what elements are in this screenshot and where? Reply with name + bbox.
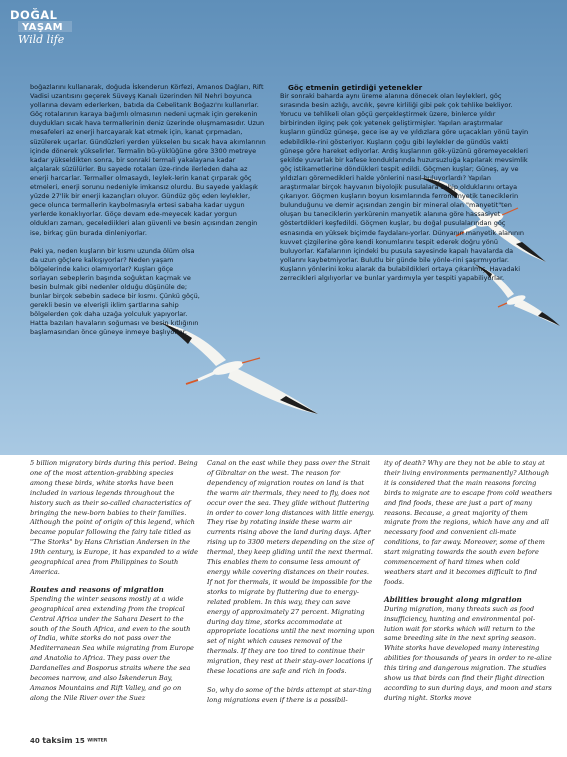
turkish-paragraph-2: Peki ya, neden kuşların bir kısmı uzunda ölüm olsa da uzun göçlere kalkışıyorlar? Neden yaşam bölgelerinde kalıcı olamıyorlar? Kuşları göçe sorlayan sebeplerin başında soğuktan kaçmak ve besin bulmak gibi nedenler olduğu düşünüle de; bunlar birçok sebebin sadece bir kısmı. Çünkü göçü, gerekli besin ve elverişli iklim şartlarına sahip bölgelerden çok daha uzağa yolculuk yapıyorlar. Hatta bazıları havaların soğuması ve besin kıtlığının başlamasından önce güneye inmeye başlıyorlar. <box>30 246 200 337</box>
logo-line-1: DOĞAL <box>10 8 58 22</box>
magazine-brand: taksim <box>42 736 73 745</box>
english-column-3 <box>384 459 552 704</box>
issue-label: WINTER <box>87 738 108 744</box>
page-footer <box>30 736 107 745</box>
english-col1-para-2: Spending the winter seasons mostly at a wide geographical area extending from the tropical Central Africa under the Sahara Desert to the south of the South Africa, and even to the south of India, white storks do not pass over the Mediterranean Sea while migrating from Europe and Anatolia to Africa. They pass over the Dardanelles and Bosporus straits where the sea becomes narrow, and also İskenderun Bay, Amanos Mountains and Rift Valley, and go on along the Nile River over the Suez <box>30 594 194 702</box>
english-col1-heading: Routes and reasons of migration <box>30 584 164 594</box>
english-column-1 <box>30 459 198 704</box>
turkish-paragraph-1: boğazlarını kullanarak, doğuda İskenderun Körfezi, Amanos Dağları, Rift Vadisi uzantısını geçerek Süveyş Kanalı üzerinden Nil Nehri boyunca yollarına devam ederlerken, batıda da Cebelitarık Boğazı'nı kullanırlar. Göç rotalarının karaya bağımlı olmasının nedeni uçmak için gerekenin duydukları sıcak hava termallerinin deniz üzerinde oluşmamasıdır. Uzun mesafeleri az enerji harcayarak kat etmek için, kanat çırpmadan, süzülerek uçarlar. Gündüzleri yerden yükselen bu sıcak hava akımlarının içinde dönerek yükselirler. Termalin bü-yüklüğüne göre 3300 metreye kadar yükseldikten sonra, bir sonraki termali yakalayana kadar alçalarak süzülürler. Bu sayede rotaları üze-rinde ilerleden daha az enerji harcarlar. Termaller olmasaydı, leylek-lerin kanat çırparak göç etmeleri, enerji sorunu nedeniyle imkansız olurdu. Bu sayede yaklaşık yüzde 27'lik bir enerji kazançları oluyor. Gündüz göç eden leylekler, gece olunca termallerin kaybolmasıyla ertesi sabaha kadar uygun yerlerde konaklıyorlar. Göçe devam ede-meyecek kadar yorgun oldukları zaman, gecelediikleri alan güvenli ve besin açısından zengin ise, birkaç gün burada dinleniyorlar. <box>30 83 266 237</box>
english-col3-para-2: During migration, many threats such as food insufficiency, hunting and environmental pol-lution wait for storks which will return to the same breeding site in the next spring season. White storks have developed many interesting abilities for thousands of years in order to re-alize this tiring and dangerous migration. The studies show us that birds can find their flight direction according to sun during days, and moon and stars during night. Storks move <box>384 604 552 702</box>
turkish-right-text <box>280 83 543 292</box>
issue-number: 15 <box>75 737 85 745</box>
logo-line-2: YAŞAM <box>22 22 63 33</box>
english-col3-para-1: ity of death? Why are they not be able to stay at their living environments permanently? Although it is considered that the main reasons forcing birds to migrate are to escape from cold weathers and find foods, these are just a part of many reasons. Because, a great majority of them migrate from the regions, which have any and all necessary food and convenient cli-mate conditions, to far away. Moreover, some of them start migrating towards the south even before commencement of hard times when cold weathers start and it becomes difficult to find foods. <box>384 459 552 586</box>
logo-line-3: Wild life <box>18 33 65 46</box>
english-col2-para-1: Canal on the east while they pass over the Strait of Gibraltar on the west. The reason for dependency of migration routes on land is that the warm air thermals, they need to fly, does not occur over the sea. They glide without fluttering in order to cover long distances with little energy. They rise by rotating inside these warm air currents rising above the land during days. After rising up to 3300 meters depending on the size of thermal, they keep gliding until the next thermal. This enables them to consume less amount of energy while covering distances on their routes. If not for thermals, it would be impossible for the storks to migrate by fluttering due to energy-related problem. In this way, they can save energy of approximately 27 percent. Migrating during day time, storks accommodate at appropriate locations until the next morning upon set of night which causes removal of the thermals. If they are too tired to continue their migration, they rest at their stay-over locations if these locations are safe and rich in foods. <box>207 459 375 676</box>
turkish-heading: Göç etmenin getirdiği yetenekler <box>288 83 423 92</box>
english-column-2 <box>207 459 375 706</box>
english-col1-para-1: 5 billion migratory birds during this period. Being one of the most attention-grabbing species among these birds, white storks have been included in various legends throughout the history such as their so-called characteristics of bringing the new-born babies to their families. Although the point of origin of this legend, which became popular following the fairy tale titled as "The Storks" by Hans Christian Andersen in the 19th century, is Europe, it has expanded to a wide geographical area from Philippines to South America. <box>30 459 198 576</box>
section-logo <box>8 6 76 50</box>
english-col2-para-2: So, why do some of the birds attempt at star-ting long migrations even if there is a possibil- <box>207 685 372 704</box>
english-col3-heading: Abilities brought along migration <box>384 594 522 604</box>
page-number: 40 <box>30 737 40 745</box>
turkish-right-paragraph: Bir sonraki baharda aynı üreme alanına dönecek olan leyleklerI, göç sırasında besin azlığı, avcılık, şevre kirliliği gibi pek çok tehlike bekliyor. Yorucu ve tehlikeli olan göçü gerçekleştirmek üzere, binlerce yıldır birbirinden ilginç pek çok yetenek geliştirmişler. Yapılan araştırmalar kuşların gündüz güneşe, gece ise ay ve yıldızlara göre uçacakları yönü tayin edebildikle-rini gösteriyor. Kuşların çoğu gibi leylekler de gündüs vakti güneşe göre hareket ediyorlar. Ardış kuşlarının gök-yüzünü göremeyecekleri şekilde yuvarlak bir kafese konduklarında huzursuzluğa kapılarak mevsimlik göç istikametlerine döndükleri tespit edildi. Göçmen kuşlar; Güneş, ay ve yıldızları göremedikleri halde yönlerini nasıl buluyorlardı? Yapılan araştırmalar birçok hayvanın biyolojik pusulalara sahip olduklarını ortaya çıkarıyor. Göçmen kuşların boyun kısımlarında ferromanyetik taneciklerin bulunduğunu ve demir açısından zengin bir mineral olan "manyetit"ten oluşan bu taneciklerin yerkürenin manyetik alanına göre hassasiyet göstertdikleri keşfedildi. Göçmen kuşlar, bu doğal pusulalarından göç esnasında en yüksek biçimde faydalanı-yorlar. Dünyanın manyetik alanının kuvvet çizgilerine göre kendi konumlarını tespit ederek doğru yönü buluyorlar. Kafalarının içindeki bu pusula sayesinde kapalı havalarda da yollarını kaybetmiyorlar. Bulutlu bir günde bile yönle-rini şaşırmıyorlar. Kuşların yönlerini koku alarak da bulabildikleri ortaya çıkarılmış. Havadaki zerrecikleri algılıyorlar ve bunlar yardımıyla yer tespiti yapabiliyorlar. <box>280 92 529 282</box>
turkish-left-text <box>30 83 266 347</box>
